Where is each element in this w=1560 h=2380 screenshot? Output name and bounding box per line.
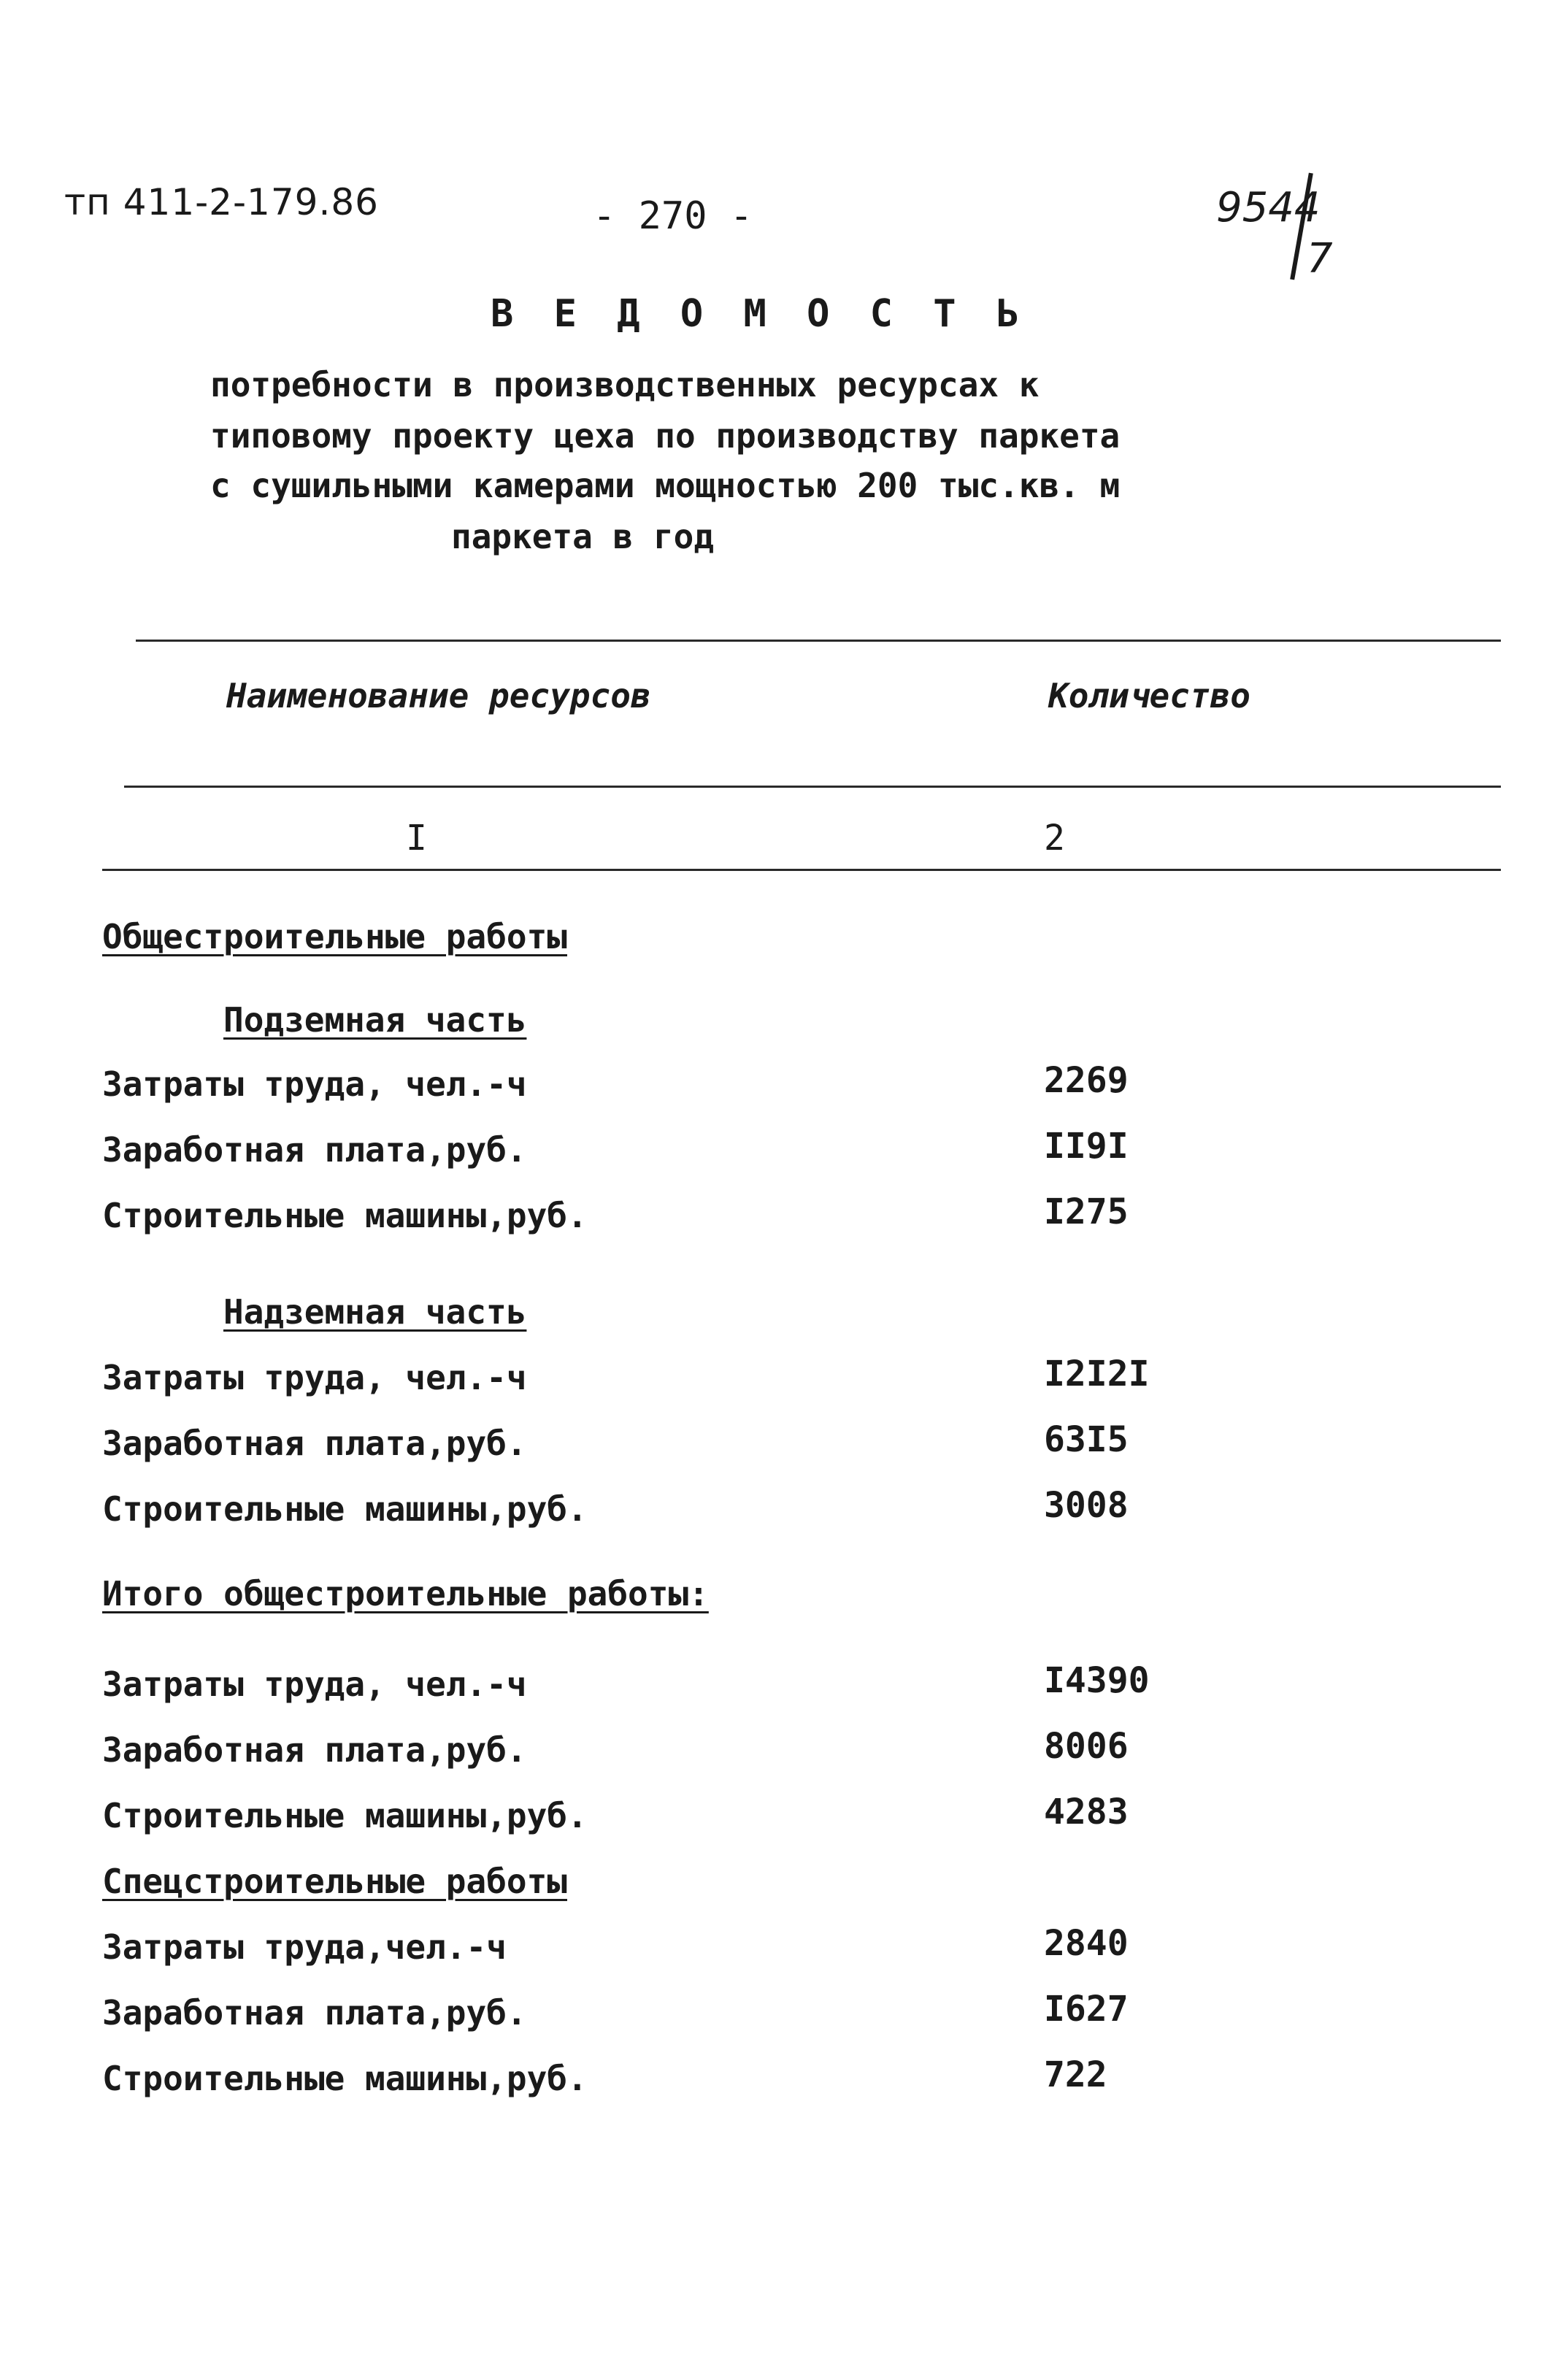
page-number: - 270 - <box>593 194 753 238</box>
row-value: 4283 <box>1044 1792 1129 1832</box>
row-value: 722 <box>1044 2054 1107 2095</box>
row-label: Затраты труда, чел.-ч <box>102 1358 527 1397</box>
subtitle-line-2: типовому проекту цеха по производству паркета <box>210 416 1121 456</box>
subtitle-line-1: потребности в производственных ресурсах к <box>210 365 1040 404</box>
row-label: Строительные машины,руб. <box>102 1196 588 1235</box>
row-value: I2I2I <box>1044 1354 1150 1394</box>
section-title-total-general: Итого общестроительные работы: <box>102 1574 709 1613</box>
inventory-sheet: 7 <box>1307 235 1333 283</box>
row-value: 8006 <box>1044 1726 1129 1767</box>
document-code: тп 411-2-179.86 <box>64 181 379 223</box>
subsection-title-underground: Подземная часть <box>223 1000 527 1040</box>
row-value: I275 <box>1044 1191 1129 1232</box>
row-label: Строительные машины,руб. <box>102 1489 588 1529</box>
row-label: Строительные машины,руб. <box>102 2059 588 2098</box>
row-label: Заработная плата,руб. <box>102 1130 527 1170</box>
row-label: Заработная плата,руб. <box>102 1993 527 2032</box>
subtitle-line-4: паркета в год <box>451 517 715 556</box>
row-value: 2269 <box>1044 1060 1129 1101</box>
table-header-rule <box>124 786 1501 788</box>
section-title-special-construction: Спецстроительные работы <box>102 1862 567 1901</box>
column-number-2: 2 <box>1044 818 1065 859</box>
row-label: Затраты труда,чел.-ч <box>102 1927 507 1967</box>
column-header-quantity: Количество <box>1048 676 1250 715</box>
row-value: I627 <box>1044 1989 1129 2030</box>
row-label: Затраты труда, чел.-ч <box>102 1064 527 1104</box>
row-value: 63I5 <box>1044 1419 1129 1460</box>
table-numbers-rule <box>102 869 1501 871</box>
row-label: Заработная плата,руб. <box>102 1424 527 1463</box>
document-title: В Е Д О М О С Т Ь <box>491 292 1029 336</box>
subtitle-line-3: с сушильными камерами мощностью 200 тыс.кв. м <box>210 466 1121 505</box>
inventory-number: 9544 <box>1216 184 1321 231</box>
row-label: Затраты труда, чел.-ч <box>102 1665 527 1704</box>
row-value: 2840 <box>1044 1923 1129 1964</box>
row-value: II9I <box>1044 1126 1129 1167</box>
column-number-1: I <box>406 818 427 859</box>
section-title-general-construction: Общестроительные работы <box>102 917 567 956</box>
subsection-title-aboveground: Надземная часть <box>223 1292 527 1332</box>
column-header-resource: Наименование ресурсов <box>226 676 651 715</box>
row-label: Заработная плата,руб. <box>102 1730 527 1770</box>
row-label: Строительные машины,руб. <box>102 1796 588 1835</box>
row-value: I4390 <box>1044 1660 1150 1701</box>
table-top-rule <box>136 640 1501 642</box>
row-value: 3008 <box>1044 1485 1129 1526</box>
